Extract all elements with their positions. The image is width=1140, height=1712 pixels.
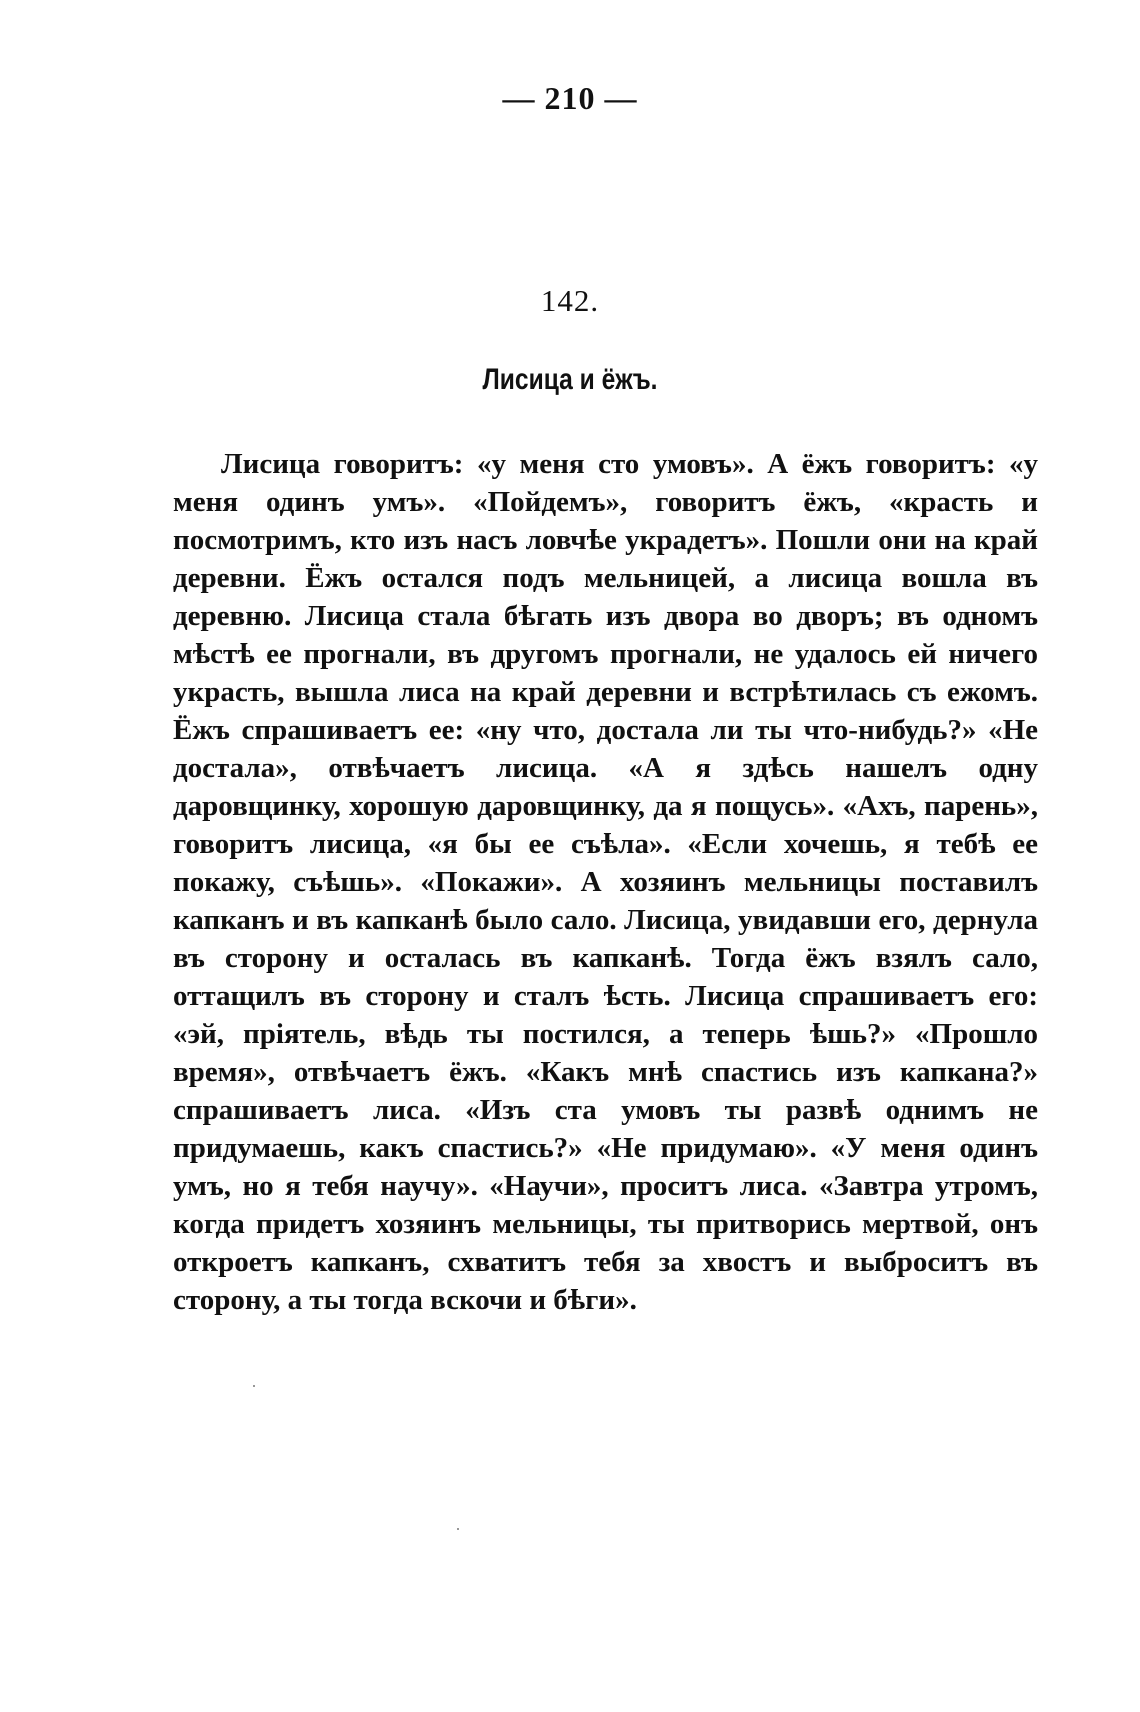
page-number: — 210 — (502, 80, 638, 116)
story-body-text: Лисица говоритъ: «у меня сто умовъ». А ёжъ говоритъ: «у меня одинъ умъ». «Пойдемъ», говоритъ ёжъ, «красть и посмотримъ, кто изъ насъ ловчѣе украдетъ». Пошли они на край деревни. Ёжъ остался подъ мельницей, а лисица вошла въ деревню. Лисица стала бѣгать изъ двора во дворъ; въ одномъ мѣстѣ ее прогнали, въ другомъ прогнали, не удалось ей ничего украсть, вышла лиса на край деревни и встрѣтилась съ ежомъ. Ёжъ спрашиваетъ ее: «ну что, достала ли ты что-нибудь?» «Не достала», отвѣчаетъ лисица. «А я здѣсь нашелъ одну даровщинку, хорошую даровщинку, да я пощусь». «Ахъ, парень», говоритъ лисица, «я бы ее съѣла». «Если хочешь, я тебѣ ее покажу, съѣшь». «Покажи». А хозяинъ мельницы поставилъ капканъ и въ капканѣ было сало. Лисица, увидавши его, дернула въ сторону и осталась въ капканѣ. Тогда ёжъ взялъ сало, оттащилъ въ сторону и сталъ ѣсть. Лисица спрашиваетъ его: «эй, пріятель, вѣдь ты постился, а теперь ѣшь?» «Прошло время», отвѣчаетъ ёжъ. «Какъ мнѣ спастись изъ капкана?» спрашиваетъ лиса. «Изъ ста умовъ ты развѣ однимъ не придумаешь, какъ спастись?» «Не придумаю». «У меня одинъ умъ, но я тебя научу». «Научи», проситъ лиса. «Завтра утромъ, когда придетъ хозяинъ мельницы, ты притворись мертвой, онъ откроетъ капканъ, схватитъ тебя за хвостъ и выброситъ въ сторону, а ты тогда вскочи и бѣги». (173, 448, 1038, 1316)
story-number: 142. (540, 283, 600, 318)
paper-speck (253, 1385, 255, 1387)
paper-speck (457, 1528, 459, 1530)
story-title: Лисица и ёжъ. (482, 363, 658, 396)
